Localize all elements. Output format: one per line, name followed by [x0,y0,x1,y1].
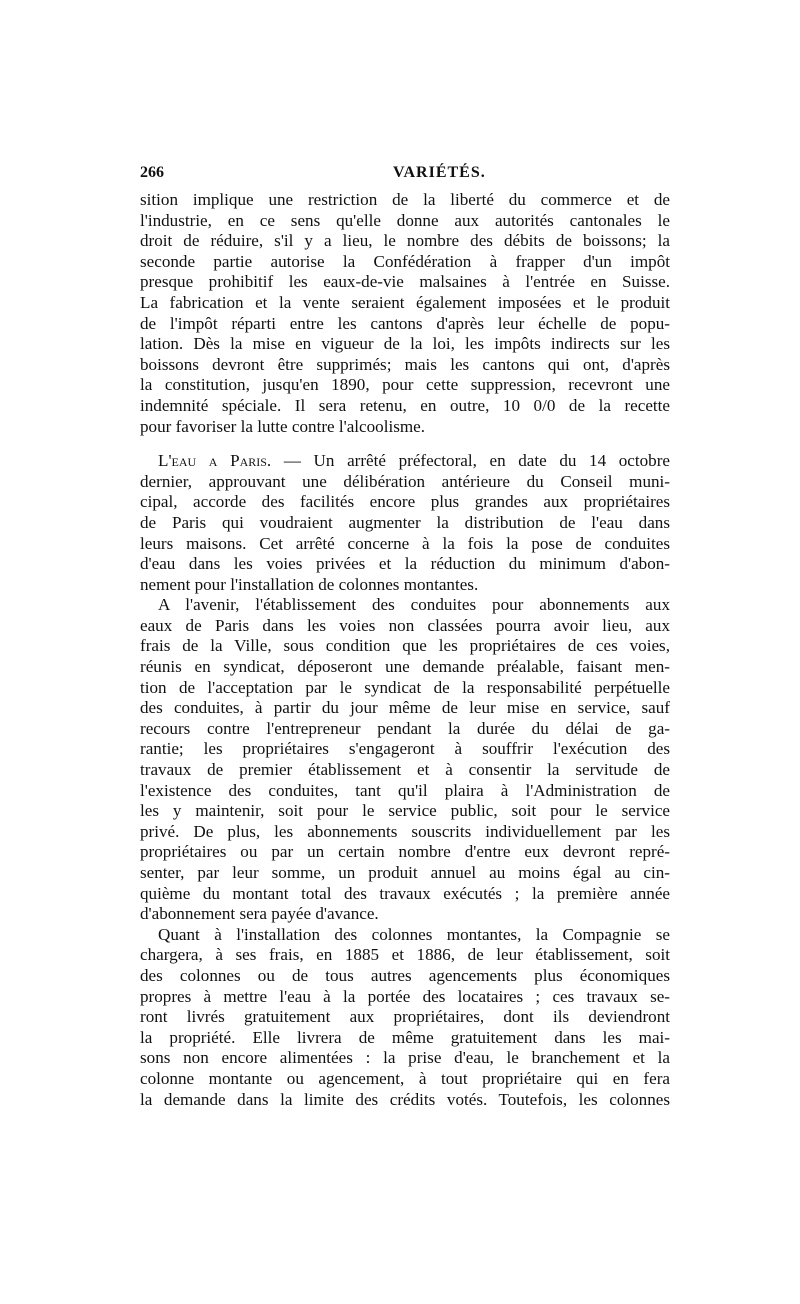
text-line: recours contre l'entrepreneur pendant la durée du délai de ga- [140,718,670,738]
text-line: droit de réduire, s'il y a lieu, le nombre des débits de boissons; la [140,231,670,251]
text-line: indemnité spéciale. Il sera retenu, en outre, 10 0/0 de la recette [140,395,670,415]
text-line: la demande dans la limite des crédits votés. Toutefois, les colonnes [140,1089,670,1109]
text-line: rantie; les propriétaires s'engageront à souffrir l'exécution des [140,739,670,759]
text-line: nement pour l'installation de colonnes montantes. [140,574,479,594]
text-line: des conduites, à partir du jour même de leur mise en service, sauf [140,698,670,718]
text-line: réunis en syndicat, déposeront une demande préalable, faisant men- [140,657,670,677]
text-line: de l'impôt réparti entre les cantons d'après leur échelle de popu- [140,313,670,333]
text-line: d'eau dans les voies privées et la réduction du minimum d'abon- [140,554,670,574]
paragraph [140,925,670,1110]
running-head [140,164,670,186]
text-line: propriétaires ou par un certain nombre d'entre eux devront repré- [140,842,670,862]
text-line: les y maintenir, soit pour le service public, soit pour le service [140,801,670,821]
text-line: travaux de premier établissement et à consentir la servitude de [140,760,670,780]
text-line: cipal, accorde des facilités encore plus grandes aux propriétaires [140,492,670,512]
text-line [140,595,670,616]
text-line: la propriété. Elle livrera de même gratuitement dans les mai- [140,1027,670,1047]
paragraph-gap [140,437,670,451]
section-heading: L'eau a Paris. [158,451,272,471]
text-line: eaux de Paris dans les voies non classées pourra avoir lieu, aux [140,615,670,635]
text-line: d'abonnement sera payée d'avance. [140,904,379,924]
text-line: privé. De plus, les abonnements souscrits individuellement par les [140,821,670,841]
body-text [140,190,670,1110]
text-line: de Paris qui voudraient augmenter la distribution de l'eau dans [140,512,670,532]
text-line: ront livrés gratuitement aux propriétaires, dont ils deviendront [140,1007,670,1027]
text-line: chargera, à ses frais, en 1885 et 1886, de leur établissement, soit [140,945,670,965]
paragraph [140,190,670,437]
text-line: seconde partie autorise la Confédération à frapper d'un impôt [140,251,670,271]
text-line: dernier, approuvant une délibération antérieure du Conseil muni- [140,471,670,491]
text-line-rest: A l'avenir, l'établissement des conduites pour abonnements aux [158,595,670,615]
text-line: pour favoriser la lutte contre l'alcoolisme. [140,416,426,436]
text-line-rest: — Un arrêté préfectoral, en date du 14 octobre [283,451,670,471]
text-line [140,451,670,472]
text-line [140,925,670,946]
text-line: des colonnes ou de tous autres agencements plus économiques [140,965,670,985]
text-line: frais de la Ville, sous condition que les propriétaires de ces voies, [140,636,670,656]
text-line: quième du montant total des travaux exécutés ; la première année [140,883,670,903]
text-line: leurs maisons. Cet arrêté concerne à la fois la pose de conduites [140,533,670,553]
text-line: l'industrie, en ce sens qu'elle donne aux autorités cantonales le [140,210,670,230]
text-line: boissons devront être supprimés; mais les cantons qui ont, d'après [140,354,670,374]
text-line: la constitution, jusqu'en 1890, pour cette suppression, recevront une [140,375,670,395]
text-line: l'existence des conduites, tant qu'il plaira à l'Administration de [140,780,670,800]
text-line: tion de l'acceptation par le syndicat de la responsabilité perpétuelle [140,677,670,697]
running-title: VARIÉTÉS. [393,164,486,181]
paragraph [140,595,670,925]
text-line: sons non encore alimentées : la prise d'eau, le branchement et la [140,1048,670,1068]
text-line: lation. Dès la mise en vigueur de la loi, les impôts indirects sur les [140,334,670,354]
page-number: 266 [140,164,164,181]
text-line: La fabrication et la vente seraient également imposées et le produit [140,292,670,312]
text-line: senter, par leur somme, un produit annuel au moins égal au cin- [140,863,670,882]
text-line: colonne montante ou agencement, à tout propriétaire qui en fera [140,1068,670,1088]
text-line: sition implique une restriction de la liberté du commerce et de [140,190,670,209]
text-line: presque prohibitif les eaux-de-vie malsaines à l'entrée en Suisse. [140,272,670,292]
text-line-rest: Quant à l'installation des colonnes montantes, la Compagnie se [158,924,670,944]
text-line: propres à mettre l'eau à la portée des locataires ; ces travaux se- [140,986,670,1006]
paragraph [140,451,670,595]
